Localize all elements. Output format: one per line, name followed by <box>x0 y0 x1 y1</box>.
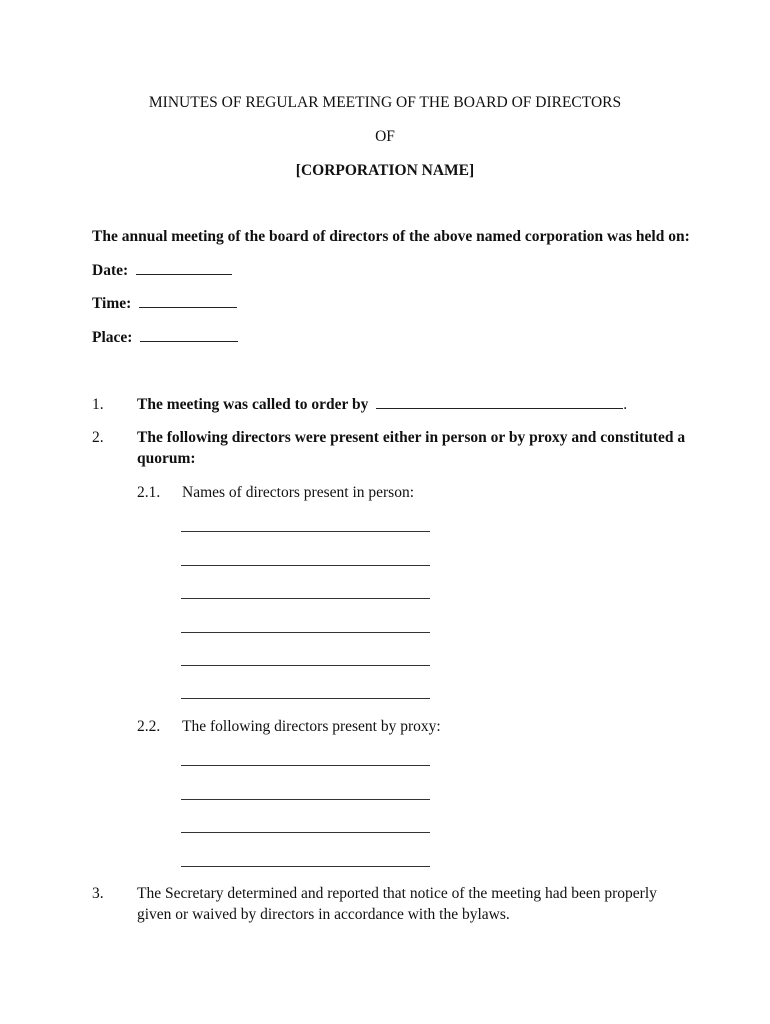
director-by-proxy-line[interactable] <box>181 799 430 800</box>
place-blank[interactable] <box>140 340 238 342</box>
item-1-text: The meeting was called to order by <box>137 396 369 413</box>
item-1-suffix: . <box>623 396 628 413</box>
place-field <box>92 329 238 347</box>
item-2-number: 2. <box>92 429 104 446</box>
item-2-1-text: Names of directors present in person: <box>182 484 415 501</box>
time-field <box>92 295 237 313</box>
document-title-of: OF <box>375 128 395 145</box>
item-3-text-line-1: The Secretary determined and reported that notice of the meeting had been properly <box>137 885 657 902</box>
director-in-person-line[interactable] <box>181 531 430 532</box>
date-label: Date: <box>92 262 129 279</box>
director-by-proxy-line[interactable] <box>181 866 430 867</box>
item-3-number: 3. <box>92 885 104 902</box>
date-blank[interactable] <box>136 273 232 275</box>
director-in-person-line[interactable] <box>181 632 430 633</box>
director-in-person-line[interactable] <box>181 598 430 599</box>
item-2-text-line-1: The following directors were present either in person or by proxy and constituted a <box>137 429 686 446</box>
director-by-proxy-line[interactable] <box>181 832 430 833</box>
item-2-text-line-2: quorum: <box>137 450 196 467</box>
corporation-name: [CORPORATION NAME] <box>295 162 475 179</box>
place-label: Place: <box>92 329 133 346</box>
item-2-2-number: 2.2. <box>137 718 161 735</box>
director-in-person-line[interactable] <box>181 698 430 699</box>
time-blank[interactable] <box>139 306 237 308</box>
item-2-1-number: 2.1. <box>137 484 161 501</box>
director-in-person-line[interactable] <box>181 665 430 666</box>
item-1 <box>137 396 627 414</box>
intro-text: The annual meeting of the board of directors of the above named corporation was held on: <box>92 228 690 245</box>
document-title: MINUTES OF REGULAR MEETING OF THE BOARD OF DIRECTORS <box>148 94 622 111</box>
time-label: Time: <box>92 295 132 312</box>
item-3-text-line-2: given or waived by directors in accordance with the bylaws. <box>137 906 510 923</box>
item-2-2-text: The following directors present by proxy: <box>182 718 441 735</box>
item-1-number: 1. <box>92 396 104 413</box>
director-by-proxy-line[interactable] <box>181 765 430 766</box>
date-field <box>92 262 232 280</box>
called-to-order-by-blank[interactable] <box>376 407 623 409</box>
director-in-person-line[interactable] <box>181 565 430 566</box>
